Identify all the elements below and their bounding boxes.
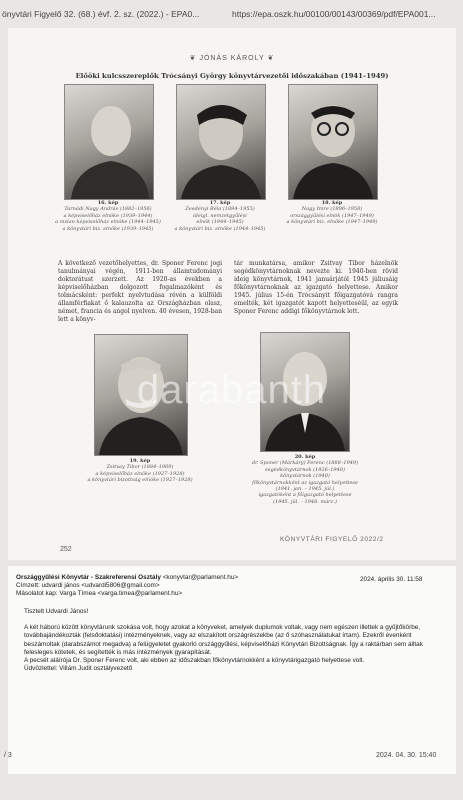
- email-date: 2024. április 30. 11:58: [360, 576, 423, 583]
- caption-18: 18. kép Nagy Imre (1896–1958) országgyűlési elnök (1947–1949) a könyvtári biz. elnöke (1947–1949): [286, 200, 378, 226]
- email-cc-value: Varga Tímea <varga.timea@parlament.hu>: [59, 590, 183, 597]
- email-to: [16, 582, 160, 590]
- portrait-photo-17: [176, 84, 266, 200]
- email-paragraph: A két háború között könyvtárunk szokása volt, hogy azokat a könyveket, amelyek duplumok voltak, vagy nem egészen illettek a gyűjtőkörbe, továbbajándékozták (felsőoktatási) intézményeknek, vagy az elszakított országrészekbe (az ő szóhasználatukat írtam). Ezekről évenként beszámoltak (darabszámot megadva) a felügyeletet gyakorló országgyűlési, képviselőházi Könyvtári Bizottságnak. Így a raktárban sem álltak felesleges kötetek, és segítették is más intézmények gyarapítását.: [24, 624, 423, 656]
- caption-17: 17. kép Zeedényi Béla (1894–1955) ideigl. nemzetgyűlési elnök (1944–1945) a könyvtári biz. elnöke (1944–1945): [174, 200, 266, 232]
- email-paragraph: A pecsét aláírója Dr. Sponer Ferenc volt, aki ebben az időszakban főkönyvtárnokként a könyvtárigazgató helyettese volt.: [24, 657, 365, 665]
- email-sender-name: Országgyűlési Könyvtár - Szakreferensi Osztály: [16, 574, 161, 581]
- email-sender-address: <konyvtar@parlament.hu>: [162, 574, 239, 581]
- caption-16: 16. kép Tarnádi Nagy András (1882–1956) a képviselőház elnöke (1939–1944) a mslan képviselőház elnöke (1944–1945) a könyvtári biz. elnöke (1939–1945): [55, 200, 161, 232]
- body-column-right: tár munkatársa, amikor Zsitvay Tibor házelnök segédkönyvtárnoknak nevezte ki. 1940-ben rövid ideig könyvtárnok, 1941 januárjától 1945 júliusáig főkönyvtárnoknak az igazgató helyettese. Amikor 1945. július 15-én Trócsányit főigazgatóvá rangra emelték, két igazgatót kapott helyetteséül, az egyik Sponer Ferenc addigi főkönyvtárnok lett.: [234, 260, 398, 315]
- email-cc-label: Másolatot kap:: [16, 590, 58, 597]
- portrait-photo-16: [64, 84, 154, 200]
- caption-19: 19. kép Zsitvay Tibor (1884–1969) a képviselőház elnöke (1927–1928) a könyvtári bizottság elnöke (1927–1928): [87, 458, 193, 484]
- author-name: ❦ JÓNÁS KÁROLY ❦: [189, 55, 275, 62]
- email-to-label: Címzett:: [16, 582, 40, 589]
- email-to-value: udvardi jános <udvardi5806@gmail.com>: [41, 582, 160, 589]
- magazine-page: [8, 28, 456, 560]
- email-signature: Üdvözlettel: Villám Judit osztályvezető: [24, 665, 133, 673]
- print-page-counter: / 3: [4, 752, 12, 759]
- print-header-url: https://epa.oszk.hu/00100/00143/00369/pdf/EPA001...: [232, 9, 436, 19]
- print-header: [0, 0, 463, 26]
- body-column-left: A következő vezetőhelyettes, dr. Sponer Ferenc jogi tanulmányai végén, 1911-ben államtudományi doktorátust szerzett. Az 1920-as években a képviselőházban dolgozott fogalmazóként és tolmácsként: perfekt nyelvtudása révén a külföldi államférfiakat ő kalauzolta az Országházban olasz, német, francia és angol nyelven. 40 évesen, 1928-ban lett a könyv-: [58, 260, 222, 323]
- watermark: darabanth: [136, 368, 327, 412]
- caption-20: 20. kép dr. Sponer (Márkáry) Ferenc (1888–1949) segédkönyvtárnok (1926–1940) könyvtárnok (1940) főkönyvtárnokként az igazgató helyettese (1941. jan. – 1945. júl.) igazgatóként a főigazgató helyettese (1945. júl. – 1948. márc.): [251, 454, 359, 505]
- page-number: 252: [60, 546, 72, 553]
- section-title: Előöki kulcsszereplők Trócsányi György könyvtárvezetői időszakában (1941–1949): [75, 72, 389, 80]
- email-cc: [16, 590, 182, 598]
- print-timestamp: 2024. 04. 30. 15:40: [376, 752, 437, 759]
- print-header-title: önyvtári Figyelő 32. (68.) évf. 2. sz. (2022.) - EPA0...: [2, 9, 200, 19]
- email-printout: [8, 566, 456, 774]
- email-sender: [16, 574, 238, 582]
- portrait-photo-19: [94, 334, 188, 456]
- email-body: [24, 608, 444, 673]
- portrait-photo-18: [288, 84, 378, 200]
- portrait-photo-20: [260, 332, 350, 452]
- running-footer: KÖNYVTÁRI FIGYELŐ 2022/2: [280, 536, 384, 543]
- email-greeting: Tisztelt Udvardi János!: [24, 608, 89, 615]
